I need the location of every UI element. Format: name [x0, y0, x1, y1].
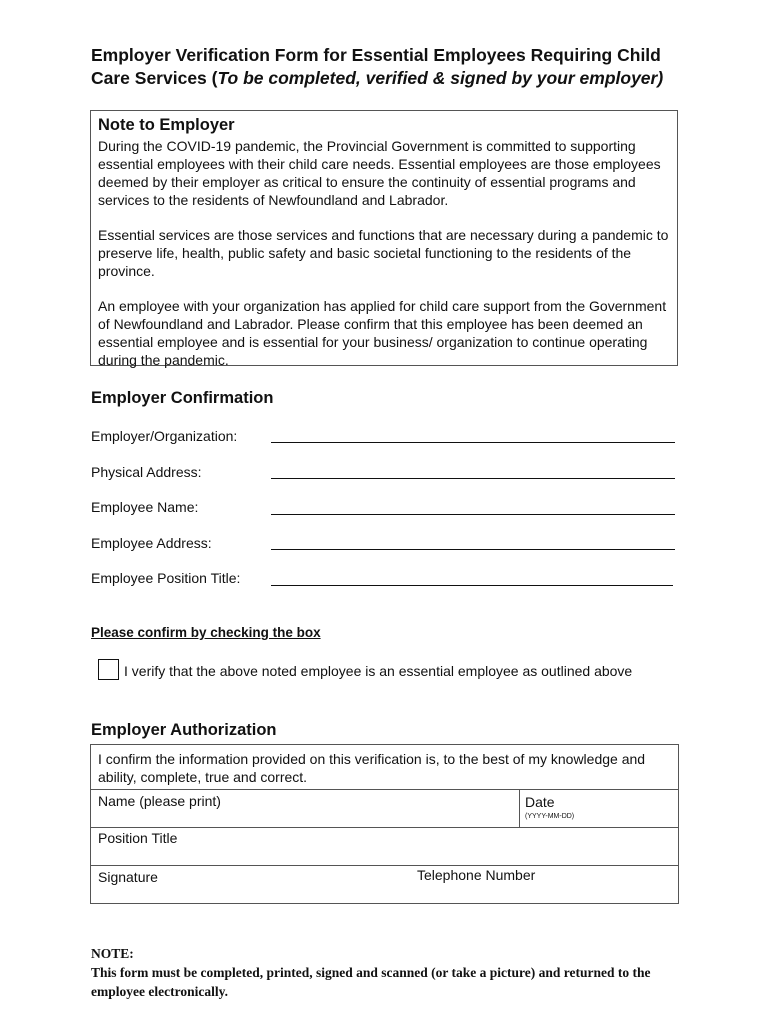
essential-employee-checkbox-label: I verify that the above noted employee is an essential employee as outlined above — [124, 663, 633, 679]
signature-telephone-row[interactable] — [91, 865, 678, 903]
employee-name-field[interactable] — [271, 514, 675, 515]
form-title — [91, 44, 711, 90]
employer-organization-field[interactable] — [271, 442, 675, 443]
physical-address-label: Physical Address: — [91, 464, 202, 480]
essential-employee-checkbox[interactable] — [98, 659, 119, 680]
footer-note-heading: NOTE: — [91, 946, 134, 961]
note-to-employer-box — [90, 110, 678, 366]
authorization-statement-row — [91, 745, 678, 790]
position-title-label: Position Title — [98, 830, 178, 846]
employee-address-field[interactable] — [271, 549, 675, 550]
footer-note-text: This form must be completed, printed, signed and scanned (or take a picture) and returned to the employee electronically. — [91, 965, 651, 999]
name-date-row — [91, 789, 678, 828]
note-paragraph-1: During the COVID-19 pandemic, the Provincial Government is committed to supporting essential employees with their child care needs. Essential employees are those employees deemed by their employer as critical to ensure the continuity of essential programs and services to the residents of Newfoundland and Labrador. — [98, 138, 661, 208]
form-title-plain: Care Services ( — [91, 68, 218, 88]
employer-confirmation-heading: Employer Confirmation — [91, 389, 274, 407]
date-format-hint: (YYYY-MM-DD) — [525, 813, 575, 820]
employee-address-label: Employee Address: — [91, 535, 212, 551]
form-title-italic: To be completed, verified & signed by your employer) — [217, 68, 664, 88]
authorization-statement: I confirm the information provided on this verification is, to the best of my knowledge and ability, complete, true and correct. — [98, 751, 646, 785]
name-print-label: Name (please print) — [98, 793, 221, 809]
employee-name-label: Employee Name: — [91, 499, 199, 515]
form-title-line1: Employer Verification Form for Essential Employees Requiring Child — [91, 45, 661, 65]
footer-note — [91, 944, 691, 1001]
confirm-checkbox-heading: Please confirm by checking the box — [91, 625, 321, 640]
telephone-number-label: Telephone Number — [417, 867, 536, 883]
authorization-table — [90, 744, 679, 904]
note-heading: Note to Employer — [98, 116, 235, 134]
position-title-row[interactable] — [91, 827, 678, 866]
date-label: Date — [525, 794, 555, 810]
employee-position-title-label: Employee Position Title: — [91, 570, 241, 586]
physical-address-field[interactable] — [271, 478, 675, 479]
signature-label: Signature — [98, 869, 158, 885]
employee-position-title-field[interactable] — [271, 585, 673, 586]
name-date-divider — [519, 789, 520, 827]
note-paragraph-3: An employee with your organization has applied for child care support from the Government of Newfoundland and Labrador. Please confirm that this employee has been deemed an essential employee and is essential for your business/ organization to continue operating during the pandemic. — [98, 298, 667, 368]
form-title-line2 — [91, 67, 711, 90]
employer-authorization-heading: Employer Authorization — [91, 721, 277, 739]
note-paragraph-2: Essential services are those services and functions that are necessary during a pandemic to preserve life, health, public safety and basic societal functioning to the residents of the province. — [98, 227, 669, 279]
employer-organization-label: Employer/Organization: — [91, 428, 238, 444]
